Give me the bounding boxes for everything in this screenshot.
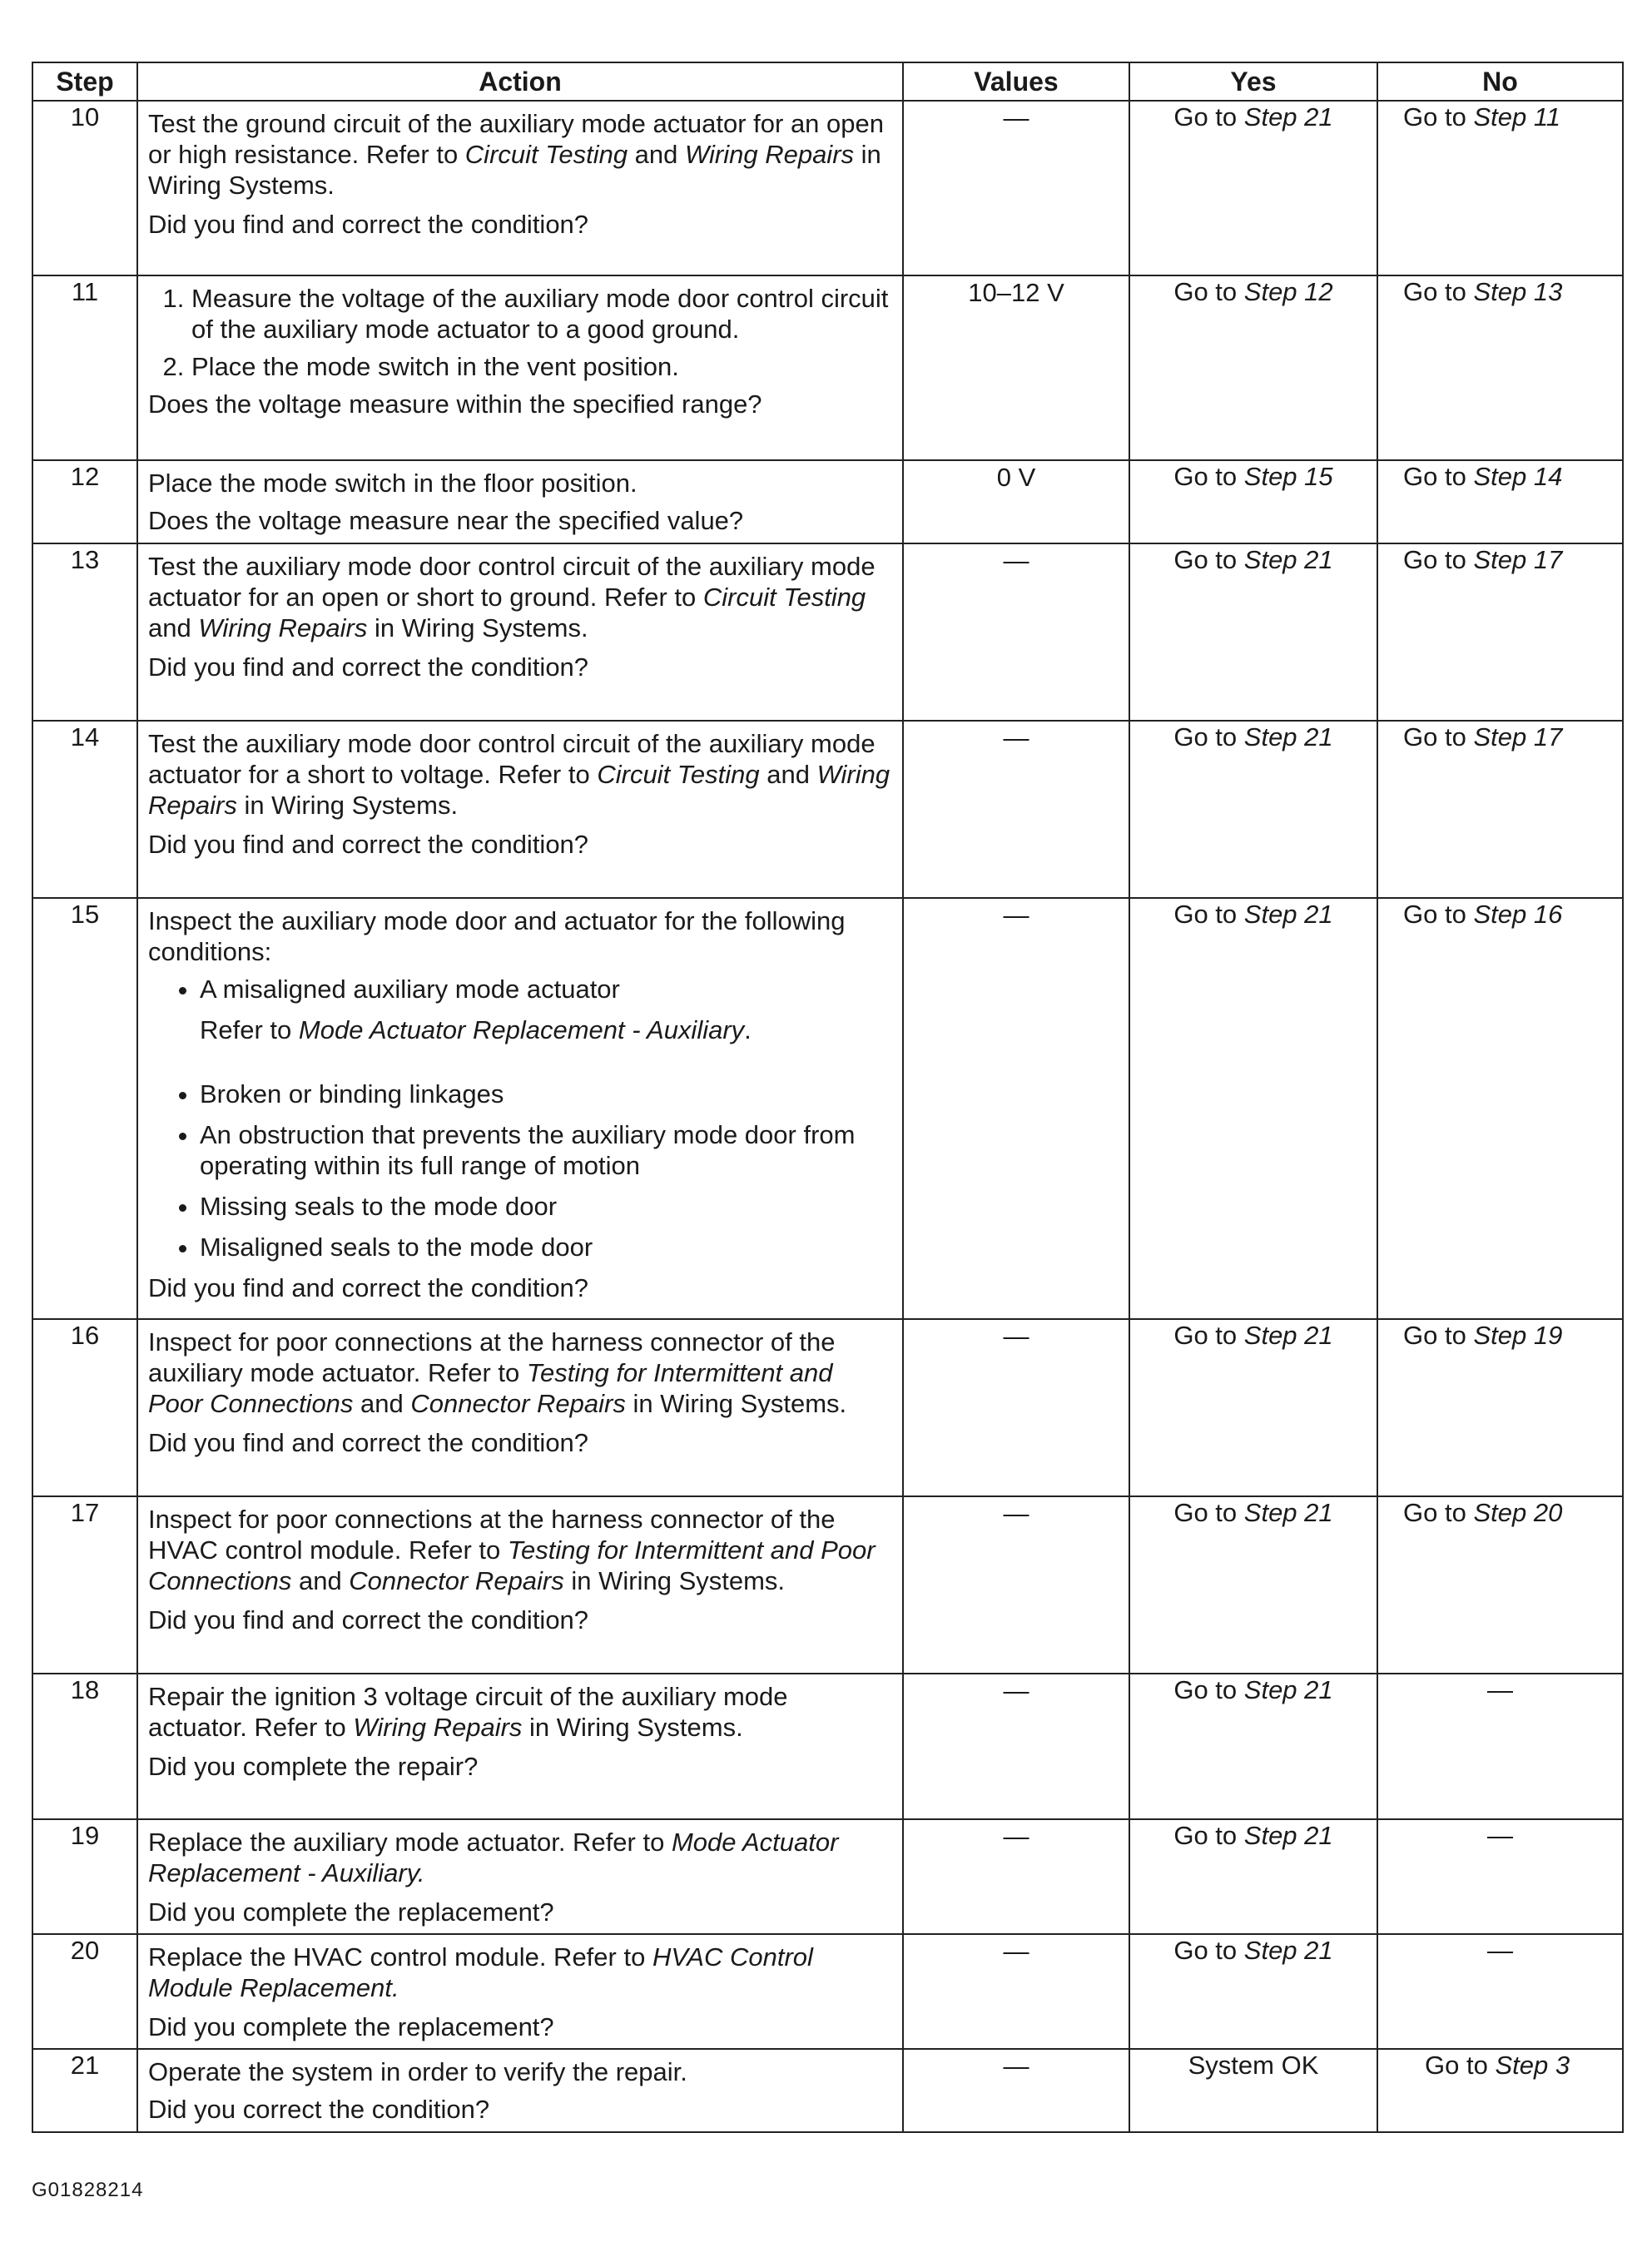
step-number: 19 — [32, 1819, 137, 1934]
header-step: Step — [32, 62, 137, 101]
table-row — [32, 1496, 1623, 1674]
no-cell: Go to Step 19 — [1377, 1319, 1623, 1496]
no-cell: — — [1377, 1934, 1623, 2049]
table-row — [32, 1319, 1623, 1496]
value-cell: 0 V — [903, 460, 1129, 543]
value-cell: — — [903, 101, 1129, 275]
yes-cell: Go to Step 21 — [1129, 898, 1377, 1319]
action-text: Replace the HVAC control module. Refer to HVAC Control Module Replacement. — [148, 1942, 813, 2002]
action-cell — [137, 460, 903, 543]
yes-cell: Go to Step 21 — [1129, 721, 1377, 898]
list-item: • Misaligned seals to the mode door — [200, 1232, 892, 1262]
action-cell — [137, 721, 903, 898]
list-item: • Missing seals to the mode door — [200, 1191, 892, 1222]
action-steps — [148, 283, 892, 382]
header-values: Values — [903, 62, 1129, 101]
yes-cell: Go to Step 15 — [1129, 460, 1377, 543]
value-cell: — — [903, 1496, 1129, 1674]
step-number: 20 — [32, 1934, 137, 2049]
action-cell — [137, 543, 903, 721]
yes-cell: Go to Step 21 — [1129, 1496, 1377, 1674]
yes-cell: Go to Step 21 — [1129, 1319, 1377, 1496]
list-item: 2. Place the mode switch in the vent position. — [191, 351, 892, 382]
value-cell: — — [903, 1319, 1129, 1496]
no-cell: Go to Step 17 — [1377, 543, 1623, 721]
action-text: Operate the system in order to verify the repair. — [148, 2057, 687, 2086]
list-item: • Broken or binding linkages — [200, 1079, 892, 1109]
action-text: Place the mode switch in the floor position. — [148, 469, 637, 498]
table-row — [32, 543, 1623, 721]
step-number: 16 — [32, 1319, 137, 1496]
step-number: 15 — [32, 898, 137, 1319]
action-cell — [137, 898, 903, 1319]
header-action: Action — [137, 62, 903, 101]
action-text: Replace the auxiliary mode actuator. Refer to Mode Actuator Replacement - Auxiliary. — [148, 1828, 839, 1887]
action-question: Did you find and correct the condition? — [148, 210, 589, 239]
value-cell: — — [903, 721, 1129, 898]
yes-cell: Go to Step 21 — [1129, 1674, 1377, 1819]
table-row — [32, 898, 1623, 1319]
yes-cell: System OK — [1129, 2049, 1377, 2132]
no-cell: Go to Step 17 — [1377, 721, 1623, 898]
action-text: Test the auxiliary mode door control circuit of the auxiliary mode actuator for an open or short to ground. Refer to Circuit Testing and Wiring Repairs in Wiring Systems. — [148, 552, 876, 642]
action-question: Did you complete the replacement? — [148, 2012, 554, 2041]
value-cell: — — [903, 1934, 1129, 2049]
table-row — [32, 721, 1623, 898]
no-cell: Go to Step 16 — [1377, 898, 1623, 1319]
condition-reference: Refer to Mode Actuator Replacement - Auxiliary. — [200, 1015, 752, 1044]
header-yes: Yes — [1129, 62, 1377, 101]
table-row — [32, 101, 1623, 275]
action-cell — [137, 1674, 903, 1819]
action-text: Inspect for poor connections at the harness connector of the HVAC control module. Refer to Testing for Intermittent and Poor Connections and Connector Repairs in Wiring Systems. — [148, 1505, 876, 1595]
action-text: Test the ground circuit of the auxiliary mode actuator for an open or high resistance. Refer to Circuit Testing and Wiring Repairs in Wiring Systems. — [148, 109, 884, 200]
action-question: Did you find and correct the condition? — [148, 1605, 589, 1634]
no-cell: Go to Step 14 — [1377, 460, 1623, 543]
table-row — [32, 1934, 1623, 2049]
action-cell — [137, 1496, 903, 1674]
no-cell: — — [1377, 1819, 1623, 1934]
action-cell — [137, 101, 903, 275]
table-row — [32, 460, 1623, 543]
action-cell — [137, 1319, 903, 1496]
action-cell — [137, 1934, 903, 2049]
action-question: Does the voltage measure near the specified value? — [148, 506, 744, 535]
step-number: 10 — [32, 101, 137, 275]
value-cell: 10–12 V — [903, 275, 1129, 460]
action-question: Did you find and correct the condition? — [148, 1273, 589, 1302]
table-row — [32, 275, 1623, 460]
no-cell: Go to Step 13 — [1377, 275, 1623, 460]
action-text: Test the auxiliary mode door control circuit of the auxiliary mode actuator for a short to voltage. Refer to Circuit Testing and Wiring Repairs in Wiring Systems. — [148, 729, 890, 820]
action-question: Did you find and correct the condition? — [148, 830, 589, 859]
step-number: 21 — [32, 2049, 137, 2132]
step-number: 18 — [32, 1674, 137, 1819]
no-cell: — — [1377, 1674, 1623, 1819]
yes-cell: Go to Step 12 — [1129, 275, 1377, 460]
action-text: Repair the ignition 3 voltage circuit of the auxiliary mode actuator. Refer to Wiring Repairs in Wiring Systems. — [148, 1682, 788, 1742]
no-cell: Go to Step 3 — [1377, 2049, 1623, 2132]
table-row — [32, 1819, 1623, 1934]
yes-cell: Go to Step 21 — [1129, 101, 1377, 275]
value-cell: — — [903, 543, 1129, 721]
action-cell — [137, 275, 903, 460]
action-question: Did you correct the condition? — [148, 2095, 490, 2124]
step-number: 11 — [32, 275, 137, 460]
action-question: Did you find and correct the condition? — [148, 1428, 589, 1457]
header-no: No — [1377, 62, 1623, 101]
action-cell — [137, 2049, 903, 2132]
list-item: • A misaligned auxiliary mode actuator — [200, 974, 892, 1004]
action-text: Inspect for poor connections at the harness connector of the auxiliary mode actuator. Refer to Testing for Intermittent and Poor Connections and Connector Repairs in Wiring Systems. — [148, 1327, 847, 1418]
table-row — [32, 2049, 1623, 2132]
value-cell: — — [903, 2049, 1129, 2132]
list-item: 1. Measure the voltage of the auxiliary mode door control circuit of the auxiliary mode actuator to a good ground. — [191, 283, 892, 345]
no-cell: Go to Step 20 — [1377, 1496, 1623, 1674]
value-cell: — — [903, 1819, 1129, 1934]
value-cell: — — [903, 1674, 1129, 1819]
header-row — [32, 62, 1623, 101]
action-text: Inspect the auxiliary mode door and actuator for the following conditions: — [148, 906, 846, 966]
list-item: • An obstruction that prevents the auxiliary mode door from operating within its full range of motion — [200, 1119, 892, 1181]
table-row — [32, 1674, 1623, 1819]
action-question: Did you complete the repair? — [148, 1752, 479, 1781]
yes-cell: Go to Step 21 — [1129, 1819, 1377, 1934]
condition-list — [148, 974, 892, 1004]
step-number: 13 — [32, 543, 137, 721]
step-number: 12 — [32, 460, 137, 543]
action-question: Did you find and correct the condition? — [148, 652, 589, 682]
condition-list — [148, 1079, 892, 1262]
action-question: Did you complete the replacement? — [148, 1897, 554, 1927]
yes-cell: Go to Step 21 — [1129, 543, 1377, 721]
diagnostic-table — [32, 62, 1624, 2133]
step-number: 17 — [32, 1496, 137, 1674]
yes-cell: Go to Step 21 — [1129, 1934, 1377, 2049]
step-number: 14 — [32, 721, 137, 898]
action-cell — [137, 1819, 903, 1934]
figure-id: G01828214 — [32, 2179, 144, 2201]
action-question: Does the voltage measure within the specified range? — [148, 389, 762, 419]
no-cell: Go to Step 11 — [1377, 101, 1623, 275]
value-cell: — — [903, 898, 1129, 1319]
